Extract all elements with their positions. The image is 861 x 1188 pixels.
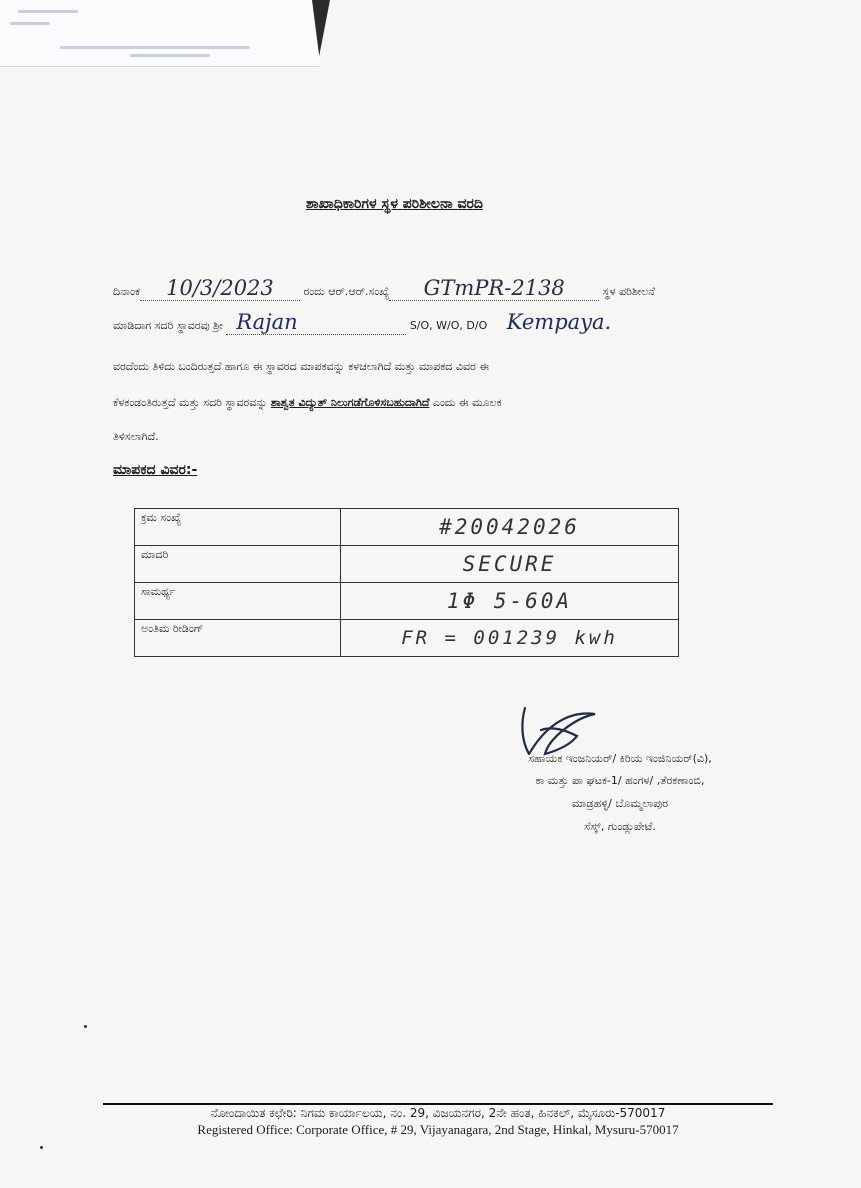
footer-kannada: ನೋಂದಾಯಿತ ಕಛೇರಿ: ನಿಗಮ ಕಾರ್ಯಾಲಯ, ನಂ. 29, ವಿಜಯನಗರ, 2ನೇ ಹಂತ, ಹಿನಕಲ್, ಮೈಸೂರು-570017 (210, 1106, 666, 1120)
final-reading-label: ಅಂತಿಮ ರೀಡಿಂಗ್ (135, 620, 341, 657)
paper-speck (40, 1146, 43, 1149)
disconnection-text-b: ಎಂದು ಈ ಮೂಲಕ (432, 396, 502, 409)
table-row (135, 583, 679, 620)
disconnection-text-a: ಕೆಳಕಂಡಂತಿರುತ್ತದೆ ಮತ್ತು ಸದರಿ ಸ್ಥಾವರವನ್ನು (113, 396, 268, 409)
officer-company: ಸೆಸ್ಕ್, ಗುಂಡ್ಲುಪೇಟೆ. (584, 820, 656, 833)
report-line-5: ತಿಳಿಸಲಾಗಿದೆ. (113, 430, 159, 443)
officer-unit: ಕಾ ಮತ್ತು ಪಾ ಘಟಕ-1/ ಹಂಗಳ/ ,ತೆರಕಣಾಂಬಿ, (535, 774, 705, 787)
date-label: ದಿನಾಂಕ (113, 285, 140, 298)
meter-make-value: SECURE (341, 546, 679, 583)
table-row (135, 546, 679, 583)
relation-label: S/O, W/O, D/O (409, 319, 488, 332)
report-line-4 (113, 396, 793, 410)
meter-details-heading: ಮಾಪಕದ ವಿವರ:- (113, 462, 198, 478)
report-line-2 (113, 310, 793, 335)
date-value: 10/3/2023 (140, 276, 300, 301)
consumer-name-value: Rajan (226, 310, 406, 335)
table-row (135, 509, 679, 546)
footer-english: Registered Office: Corporate Office, # 29, Vijayanagara, 2nd Stage, Hinkal, Mysuru-570017 (197, 1122, 679, 1137)
meter-serial-label: ಕ್ರಮ ಸಂಖ್ಯೆ (135, 509, 341, 546)
meter-serial-value: #20042026 (341, 509, 679, 546)
final-reading-value: FR = 001239 kwh (341, 620, 679, 657)
page-title: ಶಾಖಾಧಿಕಾರಿಗಳ ಸ್ಥಳ ಪರಿಶೀಲನಾ ವರದಿ (306, 196, 483, 212)
installation-text: ಮಾಡಿದಾಗ ಸದರಿ ಸ್ಥಾವರವು ಶ್ರೀ (113, 319, 223, 332)
father-name-value: Kempaya. (506, 310, 612, 334)
officer-designation: ಸಹಾಯಕ ಇಂಜನಿಯರ್/ ಕಿರಿಯ ಇಂಜಿನಿಯರ್(ವಿ), (528, 752, 712, 765)
permanent-disconnection-emphasis: ಶಾಶ್ವತ ವಿದ್ಯುತ್ ನಿಲುಗಡೆಗೊಳಿಸಬಹುದಾಗಿದೆ (270, 396, 430, 409)
officer-signature (505, 700, 615, 760)
report-line-3: ವರದೆಂದು ತಿಳಿದು ಬಂದಿರುತ್ತದೆ ಹಾಗೂ ಈ ಸ್ಥಾವರದ ಮಾಪಕವನ್ನು ಕಳಚಲಾಗಿದೆ ಮತ್ತು ಮಾಪಕದ ವಿವರ ಈ (113, 360, 489, 373)
inspection-text: ಸ್ಥಳ ಪರಿಶೀಲನೆ (602, 285, 655, 298)
report-line-1 (113, 276, 793, 301)
meter-capacity-value: 1Φ 5-60A (341, 583, 679, 620)
officer-location: ಮಾಡ್ರಹಳ್ಳಿ/ ಬೊಮ್ಮಲಾಪುರ (571, 797, 669, 810)
table-row (135, 620, 679, 657)
rr-label: ರಂದು ಆರ್.ಆರ್.ಸಂಖ್ಯೆ (303, 285, 390, 298)
rr-number-value: GTmPR-2138 (389, 276, 599, 301)
paper-speck (84, 1025, 87, 1028)
meter-capacity-label: ಸಾಮರ್ಥ್ಯ (135, 583, 341, 620)
attached-paper-strip (0, 0, 320, 67)
meter-details-table (134, 508, 679, 657)
footer-divider (103, 1103, 773, 1105)
meter-make-label: ಮಾದರಿ (135, 546, 341, 583)
